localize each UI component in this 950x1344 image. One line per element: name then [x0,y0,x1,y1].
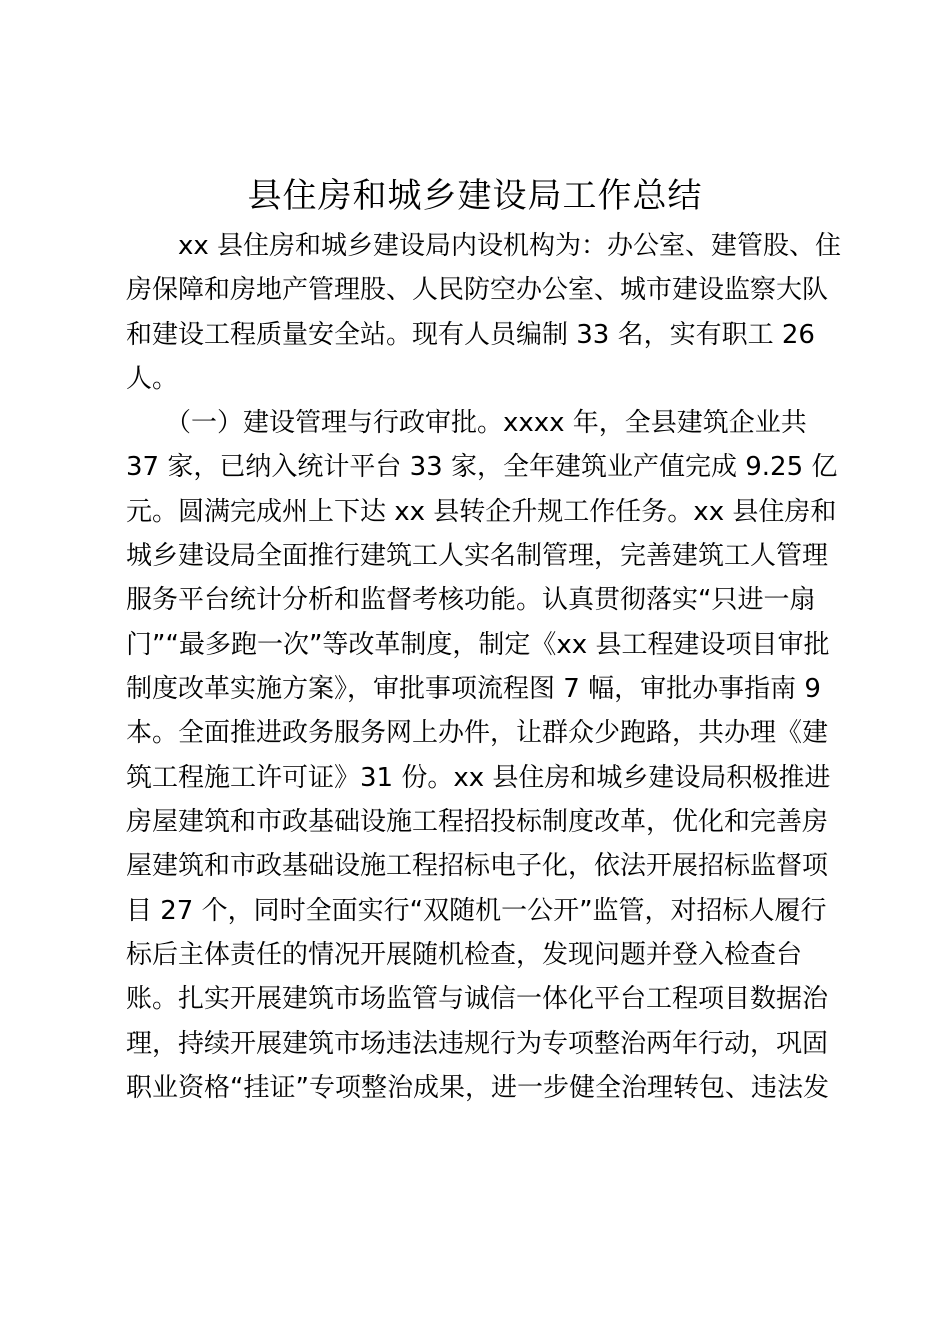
body-line: 房屋建筑和市政基础设施工程招投标制度改革，优化和完善房 [126,807,829,837]
body-line: 元。圆满完成州上下达 xx 县转企升规工作任务。xx 县住房和 [126,497,837,527]
body-line: 门”“最多跑一次”等改革制度，制定《xx 县工程建设项目审批 [126,630,830,660]
body-line: 服务平台统计分析和监督考核功能。认真贯彻落实“只进一扇 [126,585,816,615]
body-line: 制度改革实施方案》，审批事项流程图 7 幅，审批办事指南 9 [126,674,821,704]
body-line: 筑工程施工许可证》31 份。xx 县住房和城乡建设局积极推进 [126,763,831,793]
body-line: 目 27 个，同时全面实行“双随机一公开”监管，对招标人履行 [126,896,827,926]
body-line: 人。 [126,364,179,394]
body-line: 房保障和房地产管理股、人民防空办公室、城市建设监察大队 [126,275,829,305]
body-line: 账。扎实开展建筑市场监管与诚信一体化平台工程项目数据治 [126,984,829,1014]
body-line: xx 县住房和城乡建设局内设机构为：办公室、建管股、住 [126,231,842,261]
body-line: 本。全面推进政务服务网上办件，让群众少跑路，共办理《建 [126,718,829,748]
document-title: 县住房和城乡建设局工作总结 [247,176,703,216]
body-line: 理，持续开展建筑市场违法违规行为专项整治两年行动，巩固 [126,1029,829,1059]
body-line: 37 家，已纳入统计平台 33 家，全年建筑业产值完成 9.25 亿 [126,452,838,482]
body-line: （一）建设管理与行政审批。xxxx 年，全县建筑企业共 [126,408,807,438]
body-line: 城乡建设局全面推行建筑工人实名制管理，完善建筑工人管理 [126,541,829,571]
body-line: 职业资格“挂证”专项整治成果，进一步健全治理转包、违法发 [126,1073,829,1103]
body-line: 和建设工程质量安全站。现有人员编制 33 名，实有职工 26 [126,320,815,350]
body-line: 屋建筑和市政基础设施工程招标电子化，依法开展招标监督项 [126,851,829,881]
body-line: 标后主体责任的情况开展随机检查，发现问题并登入检查台 [126,940,803,970]
